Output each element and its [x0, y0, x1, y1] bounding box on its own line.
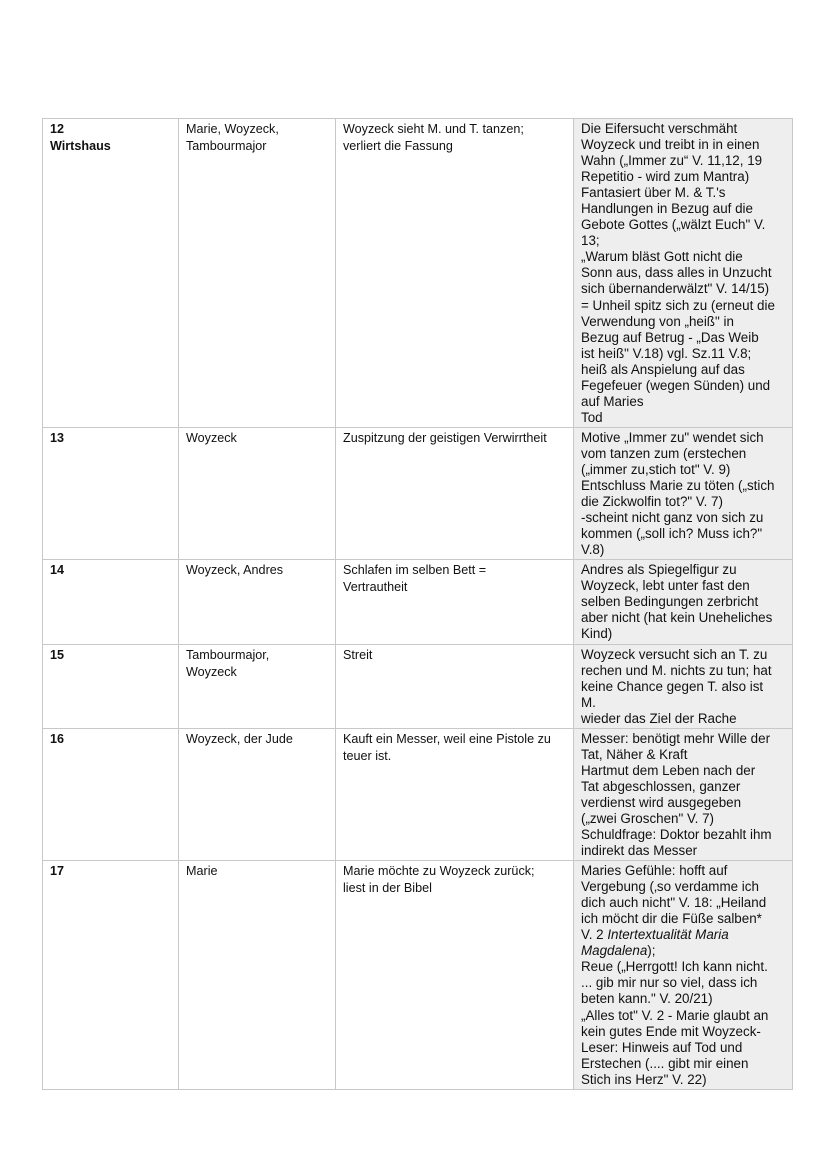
table-row [43, 644, 793, 728]
interpretation-line: („zwei Groschen" V. 7) [581, 810, 715, 826]
interpretation-line: heiß als Anspielung auf das [581, 361, 745, 377]
interpretation-line: ... gib mir nur so viel, dass ich [581, 975, 758, 991]
interpretation-line: Hartmut dem Leben nach der [581, 762, 756, 778]
interpretation-line: M. [581, 694, 596, 710]
interpretation-line: Fegefeuer (wegen Sünden) und [581, 377, 771, 393]
document-page [42, 118, 792, 1090]
interpretation-line: Andres als Spiegelfigur zu [581, 562, 737, 578]
interpretation-line: die Zickwolfin tot?" V. 7) [581, 494, 723, 510]
scene-number: 12 [50, 122, 65, 136]
interpretation-line: aber nicht (hat kein Uneheliches [581, 610, 773, 626]
interpretation-line: kommen („soll ich? Muss ich?" [581, 526, 763, 542]
interpretation-line: Gebote Gottes („wälzt Euch" V. [581, 217, 766, 233]
interpretation-line: ist heiß" V.18) vgl. Sz.11 V.8; [581, 345, 752, 361]
scene-action: Kauft ein Messer, weil eine Pistole zu teuer ist. [343, 731, 551, 763]
table-row [43, 119, 793, 428]
interpretation-line: Tat, Näher & Kraft [581, 746, 688, 762]
scene-number: 13 [50, 430, 65, 445]
interpretation-line: Woyzeck versucht sich an T. zu [581, 646, 768, 662]
characters-cell [179, 728, 336, 860]
interpretation-line: („immer zu,stich tot" V. 9) [581, 461, 731, 477]
interpretation-line: „Warum bläst Gott nicht die [581, 249, 743, 265]
interpretation-line: „Alles tot" V. 2 - Marie glaubt an [581, 1007, 769, 1023]
scene-characters: Tambourmajor, Woyzeck [186, 647, 270, 679]
interpretation-line [581, 927, 785, 943]
verse-ref: V. 2 [581, 927, 604, 943]
table-row [43, 427, 793, 559]
scene-characters: Woyzeck, der Jude [186, 731, 293, 746]
interpretation-cell [574, 861, 793, 1090]
scene-action: Zuspitzung der geistigen Verwirrtheit [343, 430, 547, 445]
interpretation-line: Handlungen in Bezug auf die [581, 201, 753, 217]
interpretation-line: verdienst wird ausgegeben [581, 794, 742, 810]
scene-number-cell [43, 861, 179, 1090]
interpretation-cell [574, 560, 793, 644]
table-row [43, 861, 793, 1090]
interpretation-line: vom tanzen zum (erstechen [581, 445, 747, 461]
interpretation-cell [574, 728, 793, 860]
interpretation-line: 13; [581, 233, 600, 249]
intertextuality-note-cont: Magdalena [581, 943, 648, 959]
interpretation-line: kein gutes Ende mit Woyzeck- [581, 1023, 761, 1039]
closing-punct: ); [647, 943, 656, 959]
interpretation-line: Vergebung (‚so verdamme ich [581, 879, 759, 895]
interpretation-line: Kind) [581, 626, 613, 642]
interpretation-cell [574, 119, 793, 428]
interpretation-line: Tat abgeschlossen, ganzer [581, 778, 741, 794]
characters-cell [179, 861, 336, 1090]
action-cell [336, 427, 574, 559]
action-cell [336, 644, 574, 728]
scene-location: Wirtshaus [50, 139, 111, 153]
scene-number: 15 [50, 647, 65, 662]
interpretation-line: auf Maries [581, 393, 644, 409]
interpretation-line: Fantasiert über M. & T.'s [581, 185, 726, 201]
characters-cell [179, 119, 336, 428]
interpretation-line: beten kann." V. 20/21) [581, 991, 713, 1007]
interpretation-line: Verwendung von „heiß" in [581, 313, 734, 329]
scene-number-cell [43, 644, 179, 728]
interpretation-line: Bezug auf Betrug - „Das Weib [581, 329, 759, 345]
interpretation-line: selben Bedingungen zerbricht [581, 594, 759, 610]
intertextuality-note: Intertextualität Maria [607, 927, 729, 943]
characters-cell [179, 560, 336, 644]
interpretation-line: Wahn („Immer zu“ V. 11,12, 19 [581, 153, 763, 169]
interpretation-cell [574, 644, 793, 728]
interpretation-line: Sonn aus, dass alles in Unzucht [581, 265, 772, 281]
scene-action: Schlafen im selben Bett = Vertrautheit [343, 563, 487, 595]
scene-number-cell [43, 560, 179, 644]
interpretation-line: keine Chance gegen T. also ist [581, 678, 764, 694]
interpretation-line: wieder das Ziel der Rache [581, 710, 737, 726]
interpretation-line: -scheint nicht ganz von sich zu [581, 510, 764, 526]
interpretation-line: Woyzeck und treibt in in einen [581, 137, 760, 153]
scene-number-cell [43, 427, 179, 559]
scene-number-cell [43, 119, 179, 428]
interpretation-line: Woyzeck, lebt unter fast den [581, 578, 750, 594]
table-row [43, 560, 793, 644]
interpretation-line: Reue („Herrgott! Ich kann nicht. [581, 959, 768, 975]
interpretation-line: dich auch nicht" V. 18: „Heiland [581, 895, 767, 911]
table-row [43, 728, 793, 860]
action-cell [336, 728, 574, 860]
action-cell [336, 119, 574, 428]
scene-action: Streit [343, 647, 373, 662]
interpretation-line: Motive „Immer zu" wendet sich [581, 429, 764, 445]
interpretation-line: Tod [581, 409, 603, 425]
interpretation-line: ich möcht dir die Füße salben* [581, 911, 762, 927]
interpretation-line: sich übernanderwälzt" V. 14/15) [581, 281, 770, 297]
interpretation-line: Repetitio - wird zum Mantra) [581, 169, 750, 185]
scene-number: 14 [50, 563, 65, 578]
scene-characters: Woyzeck, Andres [186, 563, 284, 578]
scene-characters: Woyzeck [186, 430, 237, 445]
action-cell [336, 560, 574, 644]
scene-number: 17 [50, 864, 65, 879]
interpretation-line: Leser: Hinweis auf Tod und [581, 1039, 743, 1055]
interpretation-line: indirekt das Messer [581, 843, 698, 859]
scene-analysis-table [42, 118, 793, 1090]
interpretation-line: Schuldfrage: Doktor bezahlt ihm [581, 827, 772, 843]
interpretation-line: Stich ins Herz" V. 22) [581, 1071, 707, 1087]
interpretation-line: V.8) [581, 542, 605, 558]
interpretation-line: Erstechen (.... gibt mir einen [581, 1055, 749, 1071]
interpretation-line: Die Eifersucht verschmäht [581, 121, 738, 136]
interpretation-cell [574, 427, 793, 559]
scene-characters: Marie [186, 864, 218, 879]
interpretation-line: rechen und M. nichts zu tun; hat [581, 662, 772, 678]
scene-action: Woyzeck sieht M. und T. tanzen; verliert die Fassung [343, 122, 524, 153]
interpretation-line [581, 943, 785, 959]
interpretation-line: Entschluss Marie zu töten („stich [581, 478, 775, 494]
scene-characters: Marie, Woyzeck, Tambourmajor [186, 122, 279, 153]
interpretation-line: Messer: benötigt mehr Wille der [581, 730, 771, 746]
characters-cell [179, 644, 336, 728]
action-cell [336, 861, 574, 1090]
scene-number-cell [43, 728, 179, 860]
characters-cell [179, 427, 336, 559]
interpretation-line: = Unheil spitz sich zu (erneut die [581, 297, 775, 313]
scene-action: Marie möchte zu Woyzeck zurück; liest in der Bibel [343, 864, 535, 896]
interpretation-line: Maries Gefühle: hofft auf [581, 863, 728, 879]
scene-number: 16 [50, 731, 65, 746]
